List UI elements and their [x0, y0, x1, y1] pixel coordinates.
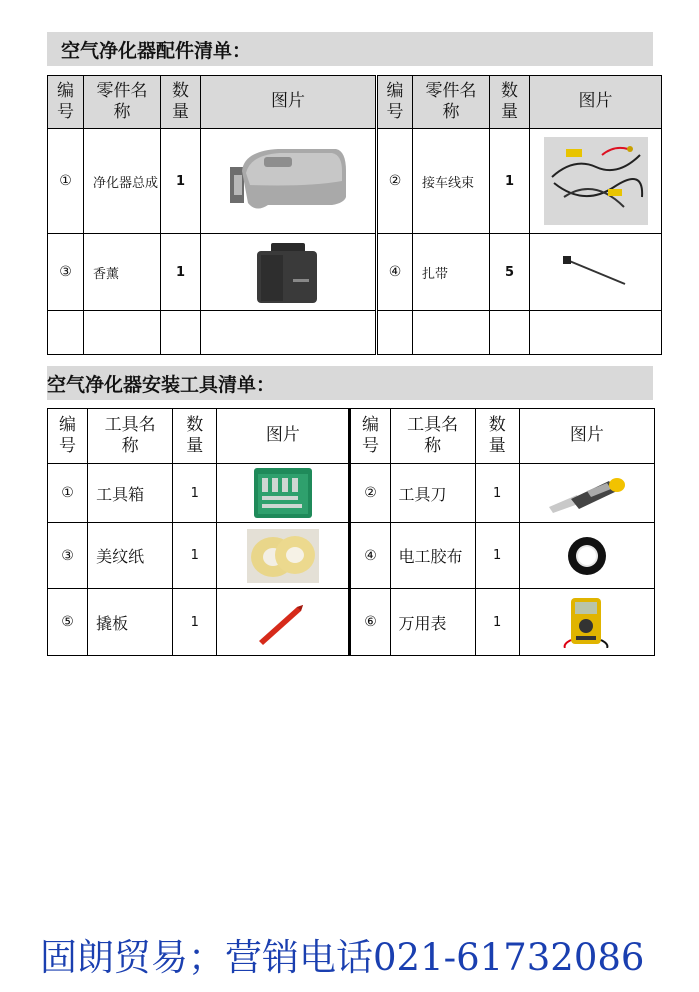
item-name: 净化器总成 — [84, 129, 161, 234]
item-picture — [217, 464, 350, 523]
table-row — [48, 311, 662, 355]
masking-tape-icon — [247, 529, 319, 583]
item-num: ⑥ — [350, 589, 390, 656]
wiring-harness-icon — [544, 137, 648, 225]
item-name: 扎带 — [413, 234, 490, 311]
tools-section-title: 空气净化器安装工具清单： — [47, 366, 653, 400]
table-row — [48, 234, 662, 311]
header-name: 工具名 称 — [390, 409, 475, 464]
item-name: 美纹纸 — [88, 523, 173, 589]
pry-tool-icon — [253, 597, 313, 647]
item-num: ③ — [48, 523, 88, 589]
item-picture — [530, 129, 662, 234]
header-num: 编 号 — [377, 76, 413, 129]
table-row — [48, 464, 655, 523]
item-num: ② — [350, 464, 390, 523]
header-name: 零件名 称 — [413, 76, 490, 129]
utility-knife-icon — [547, 473, 627, 513]
header-name: 工具名 称 — [88, 409, 173, 464]
tools-header-row — [48, 409, 655, 464]
item-qty: 1 — [490, 129, 530, 234]
multimeter-icon — [563, 596, 611, 648]
header-qty: 数 量 — [490, 76, 530, 129]
item-name: 万用表 — [390, 589, 475, 656]
header-qty: 数 量 — [475, 409, 519, 464]
item-num: ② — [377, 129, 413, 234]
tools-table — [47, 408, 655, 656]
parts-section-title: 空气净化器配件清单： — [47, 32, 653, 66]
table-row — [48, 589, 655, 656]
header-pic: 图片 — [530, 76, 662, 129]
item-name: 工具箱 — [88, 464, 173, 523]
item-picture — [519, 523, 654, 589]
item-picture — [217, 523, 350, 589]
item-num: ④ — [350, 523, 390, 589]
header-name: 零件名 称 — [84, 76, 161, 129]
electrical-tape-icon — [565, 534, 609, 578]
item-qty: 5 — [490, 234, 530, 311]
cable-tie-icon — [561, 252, 631, 292]
item-qty: 1 — [161, 129, 201, 234]
item-picture — [201, 234, 377, 311]
item-num: ④ — [377, 234, 413, 311]
item-name: 接车线束 — [413, 129, 490, 234]
header-pic: 图片 — [217, 409, 350, 464]
item-name: 电工胶布 — [390, 523, 475, 589]
purifier-assembly-icon — [228, 141, 348, 221]
item-num: ① — [48, 464, 88, 523]
item-name: 工具刀 — [390, 464, 475, 523]
item-num: ① — [48, 129, 84, 234]
item-num: ⑤ — [48, 589, 88, 656]
item-name: 撬板 — [88, 589, 173, 656]
header-num: 编 号 — [48, 76, 84, 129]
table-row — [48, 523, 655, 589]
header-num: 编 号 — [350, 409, 390, 464]
aroma-cartridge-icon — [253, 239, 323, 305]
toolbox-icon — [252, 466, 314, 520]
header-pic: 图片 — [201, 76, 377, 129]
item-qty: 1 — [475, 464, 519, 523]
header-num: 编 号 — [48, 409, 88, 464]
item-qty: 1 — [161, 234, 201, 311]
footer-contact: 固朗贸易；营销电话021-61732086 — [40, 936, 645, 979]
header-qty: 数 量 — [161, 76, 201, 129]
parts-table — [47, 75, 662, 355]
item-name: 香薰 — [84, 234, 161, 311]
item-qty: 1 — [173, 523, 217, 589]
item-picture — [519, 464, 654, 523]
item-picture — [519, 589, 654, 656]
item-picture — [201, 129, 377, 234]
item-qty: 1 — [475, 589, 519, 656]
item-picture — [217, 589, 350, 656]
item-qty: 1 — [173, 464, 217, 523]
item-qty: 1 — [475, 523, 519, 589]
parts-header-row — [48, 76, 662, 129]
header-pic: 图片 — [519, 409, 654, 464]
table-row — [48, 129, 662, 234]
header-qty: 数 量 — [173, 409, 217, 464]
item-picture — [530, 234, 662, 311]
item-qty: 1 — [173, 589, 217, 656]
item-num: ③ — [48, 234, 84, 311]
